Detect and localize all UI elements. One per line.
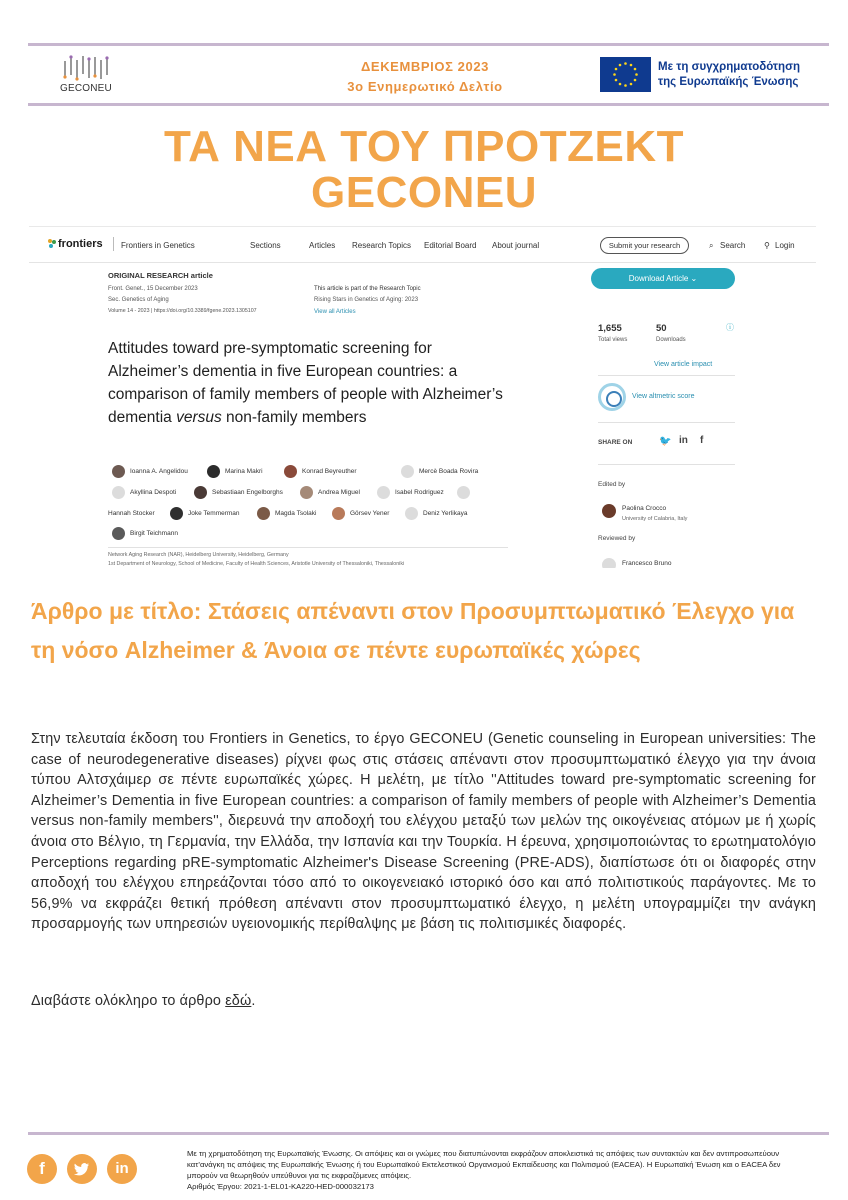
eu-line-1: Με τη συγχρηματοδότηση	[658, 61, 800, 73]
author-avatar	[112, 486, 125, 499]
info-icon[interactable]: ⓘ	[726, 323, 734, 332]
reviewed-by-label: Reviewed by	[598, 535, 636, 542]
journal-name[interactable]: Frontiers in Genetics	[121, 241, 195, 250]
total-views-count: 1,655	[598, 323, 622, 334]
author-name[interactable]: Marina Makri	[225, 468, 263, 475]
author-avatar	[112, 465, 125, 478]
top-divider	[28, 43, 829, 46]
article-screenshot	[29, 226, 816, 568]
author-name[interactable]: Ioanna A. Angelidou	[130, 468, 188, 475]
topic-name[interactable]: Rising Stars in Genetics of Aging: 2023	[314, 297, 419, 303]
author-name[interactable]: Isabel Rodriguez	[395, 489, 444, 496]
linkedin-glyph: in	[115, 1160, 129, 1177]
share-label: SHARE ON	[598, 439, 633, 446]
author-avatar	[194, 486, 207, 499]
page-title-line-2: GECONEU	[311, 168, 537, 217]
logo-label: GECONEU	[60, 83, 112, 94]
submit-research-button[interactable]: Submit your research	[600, 237, 689, 254]
article-title-part-1: Attitudes toward pre-symptomatic screening for Alzheimer’s dementia in five European countries: a comparison of family members of people with Alzheimer’s dementia	[108, 340, 503, 426]
search-icon[interactable]: ⌕	[709, 241, 714, 250]
author-name[interactable]: Joke Temmerman	[188, 510, 240, 517]
author-name[interactable]: Akyllina Despoti	[130, 489, 177, 496]
nav-separator	[113, 237, 114, 251]
article-summary: Στην τελευταία έκδοση του Frontiers in Genetics, το έργο GECONEU (Genetic counseling in European universities: The case of neurodegenerative diseases) ρίχνει φως στις στάσεις απέναντι στον προσυμπτωματικό έλεγχο για την άνοια τύπου Αλτσχάιμερ σε πέντε ευρωπαϊκές χώρες. Η μελέτη, με τίτλο ''Attitudes toward pre-symptomatic screening for Alzheimer’s Dementia in five European countries: a comparison of family members of people with Alzheimer’s Dementia versus non-family members'', διερευνά την αποδοχή του ελέγχου μεταξύ των μελών της οικογένειας ατόμων με ή χωρίς άνοια στο Βέλγιο, τη Γερμανία, την Ελλάδα, την Ισπανία και την Τουρκία. Η έρευνα, χρησιμοποιώντας το ερωτηματολόγιο Perceptions regarding pRE-symptomatic Alzheimer's Disease Screening (PRE-ADS), διαπίστωσε ότι οι διαφορές στην αποδοχή του ελέγχου επηρεάζονται τόσο από το οικογενειακό ιστορικό όσο και από πολιτιστικούς παράγοντες. Με το 56,9% να εκφράζει θετική πρόθεση απέναντι στον προσυμπτωματικό έλεγχο, η μελέτη υπογραμμίζει την ανάγκη προσαρμογής των υπηρεσιών υγειονομικής περίθαλψης με βάση τις πολιτισμικές διαφορές.	[31, 731, 816, 933]
issue-date: ΔΕΚΕΜΒΡΙΟΣ 2023	[360, 59, 490, 74]
reviewer-avatar	[602, 558, 616, 568]
eu-flag-icon	[600, 57, 651, 92]
view-altmetric-link[interactable]: View altmetric score	[632, 393, 695, 400]
geconeu-logo	[56, 55, 116, 94]
login-link[interactable]: Login	[775, 241, 795, 250]
download-label: Download Article	[628, 274, 689, 283]
edited-by-label: Edited by	[598, 481, 626, 488]
read-more-prefix: Διαβάστε ολόκληρο το άρθρο	[31, 993, 226, 1009]
affiliation-2: 1st Department of Neurology, School of Medicine, Faculty of Health Sciences, Aristotle University of Thessaloniki, Thessaloniki	[108, 561, 405, 567]
read-more-suffix: .	[251, 993, 256, 1009]
nav-sections[interactable]: Sections	[250, 241, 281, 250]
header-divider	[28, 103, 829, 106]
linkedin-icon[interactable]	[107, 1154, 137, 1184]
author-avatar	[332, 507, 345, 520]
editor-name[interactable]: Paolina Crocco	[622, 505, 667, 512]
funding-disclaimer	[187, 1148, 812, 1192]
dna-logo-icon	[62, 55, 110, 81]
user-icon[interactable]: ⚲	[764, 241, 770, 250]
downloads-count: 50	[656, 323, 667, 334]
disclaimer-text: Με τη χρηματοδότηση της Ευρωπαϊκής Ένωσης. Οι απόψεις και οι γνώμες που διατυπώνονται εκφράζουν αποκλειστικά τις απόψεις των συντακτών και δεν αντιπροσωπεύουν κατ’ανάγκη τις απόψεις της Ευρωπαϊκής Ένωσης ή του Ευρωπαϊκού Εκτελεστικού Οργανισμού Εκπαίδευσης και Πολιτισμού (EACEA). Η Ευρωπαϊκή Ένωση και ο EACEA δεν μπορούν να θεωρηθούν υπεύθυνοι για τις εκφραζόμενες απόψεις.	[187, 1149, 781, 1180]
author-avatar	[300, 486, 313, 499]
article-title-part-2: non-family members	[221, 409, 367, 426]
author-avatar	[405, 507, 418, 520]
author-name[interactable]: Andrea Miguel	[318, 489, 360, 496]
topic-note: This article is part of the Research Topic	[314, 286, 421, 292]
editor-avatar	[602, 504, 616, 518]
read-more-link[interactable]: εδώ	[225, 993, 252, 1009]
author-avatar	[257, 507, 270, 520]
frontiers-brand[interactable]: frontiers	[58, 238, 103, 250]
issue-number: 3ο Ενημερωτικό Δελτίο	[347, 79, 503, 94]
reviewer-name[interactable]: Francesco Bruno	[622, 560, 672, 567]
author-name[interactable]: Magda Tsolaki	[275, 510, 317, 517]
share-divider	[598, 464, 735, 465]
author-name[interactable]: Görsev Yener	[350, 510, 390, 517]
citation-date: Front. Genet., 15 December 2023	[108, 286, 198, 292]
downloads-label: Downloads	[656, 337, 686, 343]
twitter-share-icon[interactable]: 🐦	[659, 436, 672, 447]
author-avatar	[207, 465, 220, 478]
total-views-label: Total views	[598, 337, 628, 343]
nav-research-topics[interactable]: Research Topics	[352, 241, 411, 250]
article-title-italic: versus	[176, 409, 222, 426]
twitter-bird-icon	[67, 1154, 97, 1184]
citation-doi[interactable]: Volume 14 - 2023 | https://doi.org/10.3389/fgene.2023.1305107	[108, 308, 257, 314]
article-title	[108, 337, 508, 429]
editor-affiliation: University of Calabria, Italy	[622, 516, 688, 522]
affiliations-divider	[108, 547, 508, 548]
read-more-line	[31, 993, 256, 1009]
eu-line-2: της Ευρωπαϊκής Ένωσης	[658, 76, 799, 88]
author-name[interactable]: Birgit Teichmann	[130, 530, 178, 537]
article-type: ORIGINAL RESEARCH article	[108, 271, 213, 280]
facebook-icon[interactable]	[27, 1154, 57, 1184]
altmetric-badge-icon[interactable]	[598, 383, 626, 411]
footer-divider	[28, 1132, 829, 1135]
search-link[interactable]: Search	[720, 241, 746, 250]
altmetric-divider	[598, 422, 735, 423]
newsletter-issue	[300, 57, 550, 97]
facebook-glyph: f	[39, 1159, 45, 1178]
eu-cofunded-text	[658, 60, 800, 90]
author-name[interactable]: Sebastiaan Engelborghs	[212, 489, 283, 496]
nav-editorial-board[interactable]: Editorial Board	[424, 241, 477, 250]
facebook-share-icon[interactable]: f	[700, 435, 704, 446]
author-name[interactable]: Konrad Beyreuther	[302, 468, 357, 475]
nav-about-journal[interactable]: About journal	[492, 241, 540, 250]
author-avatar	[284, 465, 297, 478]
page-title	[0, 124, 848, 216]
citation-section: Sec. Genetics of Aging	[108, 297, 169, 303]
frontiers-logo-icon	[47, 238, 57, 250]
author-name[interactable]: Deniz Yerlikaya	[423, 510, 468, 517]
linkedin-share-icon[interactable]: in	[679, 435, 688, 446]
page-title-line-1: ΤΑ ΝΕΑ ΤΟΥ ΠΡΟΤΖΕΚΤ	[164, 122, 684, 171]
author-avatar	[170, 507, 183, 520]
nav-articles[interactable]: Articles	[309, 241, 336, 250]
affiliation-1: Network Aging Research (NAR), Heidelberg University, Heidelberg, Germany	[108, 552, 289, 558]
author-name[interactable]: Mercè Boada Rovira	[419, 468, 479, 475]
author-avatar	[112, 527, 125, 540]
view-all-articles-link[interactable]: View all Articles	[314, 309, 356, 315]
author-name[interactable]: Hannah Stocker	[108, 510, 155, 517]
view-article-impact-link[interactable]: View article impact	[654, 361, 713, 368]
journal-navbar	[29, 227, 816, 263]
author-avatar	[457, 486, 470, 499]
twitter-icon[interactable]	[67, 1154, 97, 1184]
author-avatar	[377, 486, 390, 499]
project-number: Αριθμός Έργου: 2021-1-EL01-KA220-HED-000032173	[187, 1182, 374, 1191]
article-heading: Άρθρο με τίτλο: Στάσεις απέναντι στον Προσυμπτωματικό Έλεγχο για τη νόσο Alzheimer & Άνοια σε πέντε ευρωπαϊκές χώρες	[31, 598, 795, 663]
impact-divider	[598, 375, 735, 376]
download-article-button[interactable]: Download Article ⌄	[591, 268, 735, 289]
author-avatar	[401, 465, 414, 478]
